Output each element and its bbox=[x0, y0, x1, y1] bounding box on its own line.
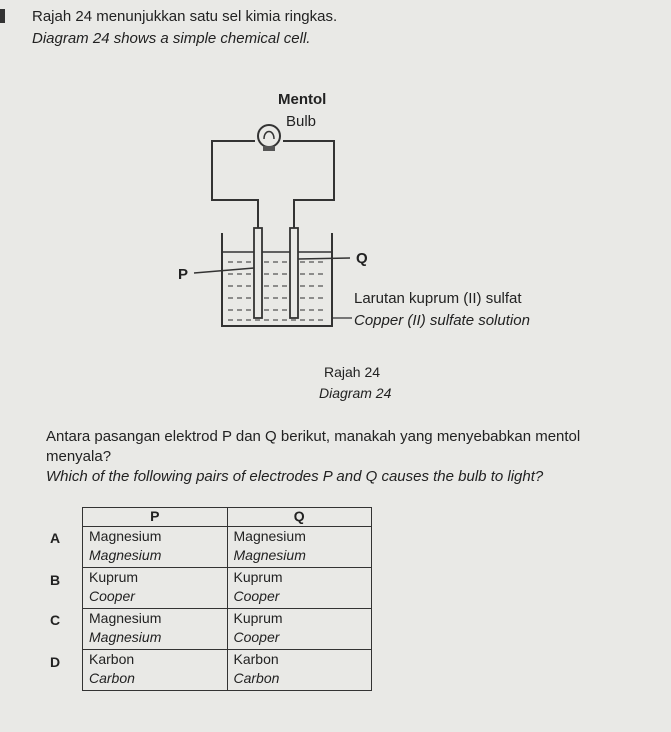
question-title-ms: Rajah 24 menunjukkan satu sel kimia ringkas. bbox=[32, 8, 338, 25]
option-d-p bbox=[83, 650, 228, 691]
question-prompt-ms-line1: Antara pasangan elektrod P dan Q berikut, manakah yang menyebabkan mentol bbox=[46, 428, 581, 445]
option-row-d[interactable] bbox=[83, 650, 372, 691]
solution-dashes bbox=[228, 262, 326, 320]
option-c-q bbox=[227, 609, 372, 650]
table-header-row bbox=[83, 508, 372, 527]
option-a-p-ms: Magnesium bbox=[89, 528, 162, 544]
option-row-c[interactable] bbox=[83, 609, 372, 650]
option-b-q bbox=[227, 568, 372, 609]
option-letter-b[interactable]: B bbox=[50, 572, 61, 588]
bulb-label-ms: Mentol bbox=[278, 91, 327, 108]
option-b-p-en: Cooper bbox=[89, 588, 135, 604]
diagram-caption-en: Diagram 24 bbox=[319, 385, 392, 401]
option-row-a[interactable] bbox=[83, 527, 372, 568]
answer-options-table bbox=[82, 507, 372, 691]
option-c-q-ms: Kuprum bbox=[233, 610, 283, 626]
bulb-label-en: Bulb bbox=[286, 113, 317, 130]
option-d-q-ms: Karbon bbox=[233, 651, 279, 667]
option-letter-a[interactable]: A bbox=[50, 530, 61, 546]
wire-right bbox=[283, 141, 334, 230]
solution-label-en: Copper (II) sulfate solution bbox=[354, 312, 530, 329]
option-letter-c[interactable]: C bbox=[50, 612, 61, 628]
option-a-p-en: Magnesium bbox=[89, 547, 162, 563]
electrode-q-pointer bbox=[298, 258, 350, 259]
electrode-q bbox=[290, 228, 298, 318]
option-b-p-ms: Kuprum bbox=[89, 569, 139, 585]
option-letter-d[interactable]: D bbox=[50, 654, 61, 670]
option-c-p-ms: Magnesium bbox=[89, 610, 162, 626]
wire-left bbox=[212, 141, 258, 230]
option-b-q-ms: Kuprum bbox=[233, 569, 283, 585]
option-c-q-en: Cooper bbox=[233, 629, 280, 645]
option-c-p-en: Magnesium bbox=[89, 629, 162, 645]
option-c-p bbox=[83, 609, 228, 650]
header-p: P bbox=[83, 508, 228, 527]
option-b-p bbox=[83, 568, 228, 609]
beaker bbox=[222, 233, 332, 326]
solution-label-ms: Larutan kuprum (II) sulfat bbox=[354, 290, 522, 307]
option-row-b[interactable] bbox=[83, 568, 372, 609]
header-q: Q bbox=[227, 508, 372, 527]
question-title-en: Diagram 24 shows a simple chemical cell. bbox=[32, 30, 311, 47]
electrode-p bbox=[254, 228, 262, 318]
option-d-p-ms: Karbon bbox=[89, 651, 135, 667]
option-b-q-en: Cooper bbox=[233, 588, 280, 604]
bulb-icon bbox=[258, 125, 280, 151]
option-a-q-en: Magnesium bbox=[233, 547, 306, 563]
option-d-q-en: Carbon bbox=[233, 670, 280, 686]
option-a-q bbox=[227, 527, 372, 568]
option-a-p bbox=[83, 527, 228, 568]
option-a-q-ms: Magnesium bbox=[233, 528, 306, 544]
option-d-q bbox=[227, 650, 372, 691]
option-d-p-en: Carbon bbox=[89, 670, 135, 686]
diagram-caption-ms: Rajah 24 bbox=[324, 364, 381, 380]
question-prompt-ms-line2: menyala? bbox=[46, 448, 112, 465]
question-prompt-en: Which of the following pairs of electrodes P and Q causes the bulb to light? bbox=[46, 468, 544, 485]
electrode-p-label: P bbox=[178, 266, 189, 283]
electrode-q-label: Q bbox=[356, 250, 368, 267]
electrode-p-pointer bbox=[194, 268, 254, 273]
